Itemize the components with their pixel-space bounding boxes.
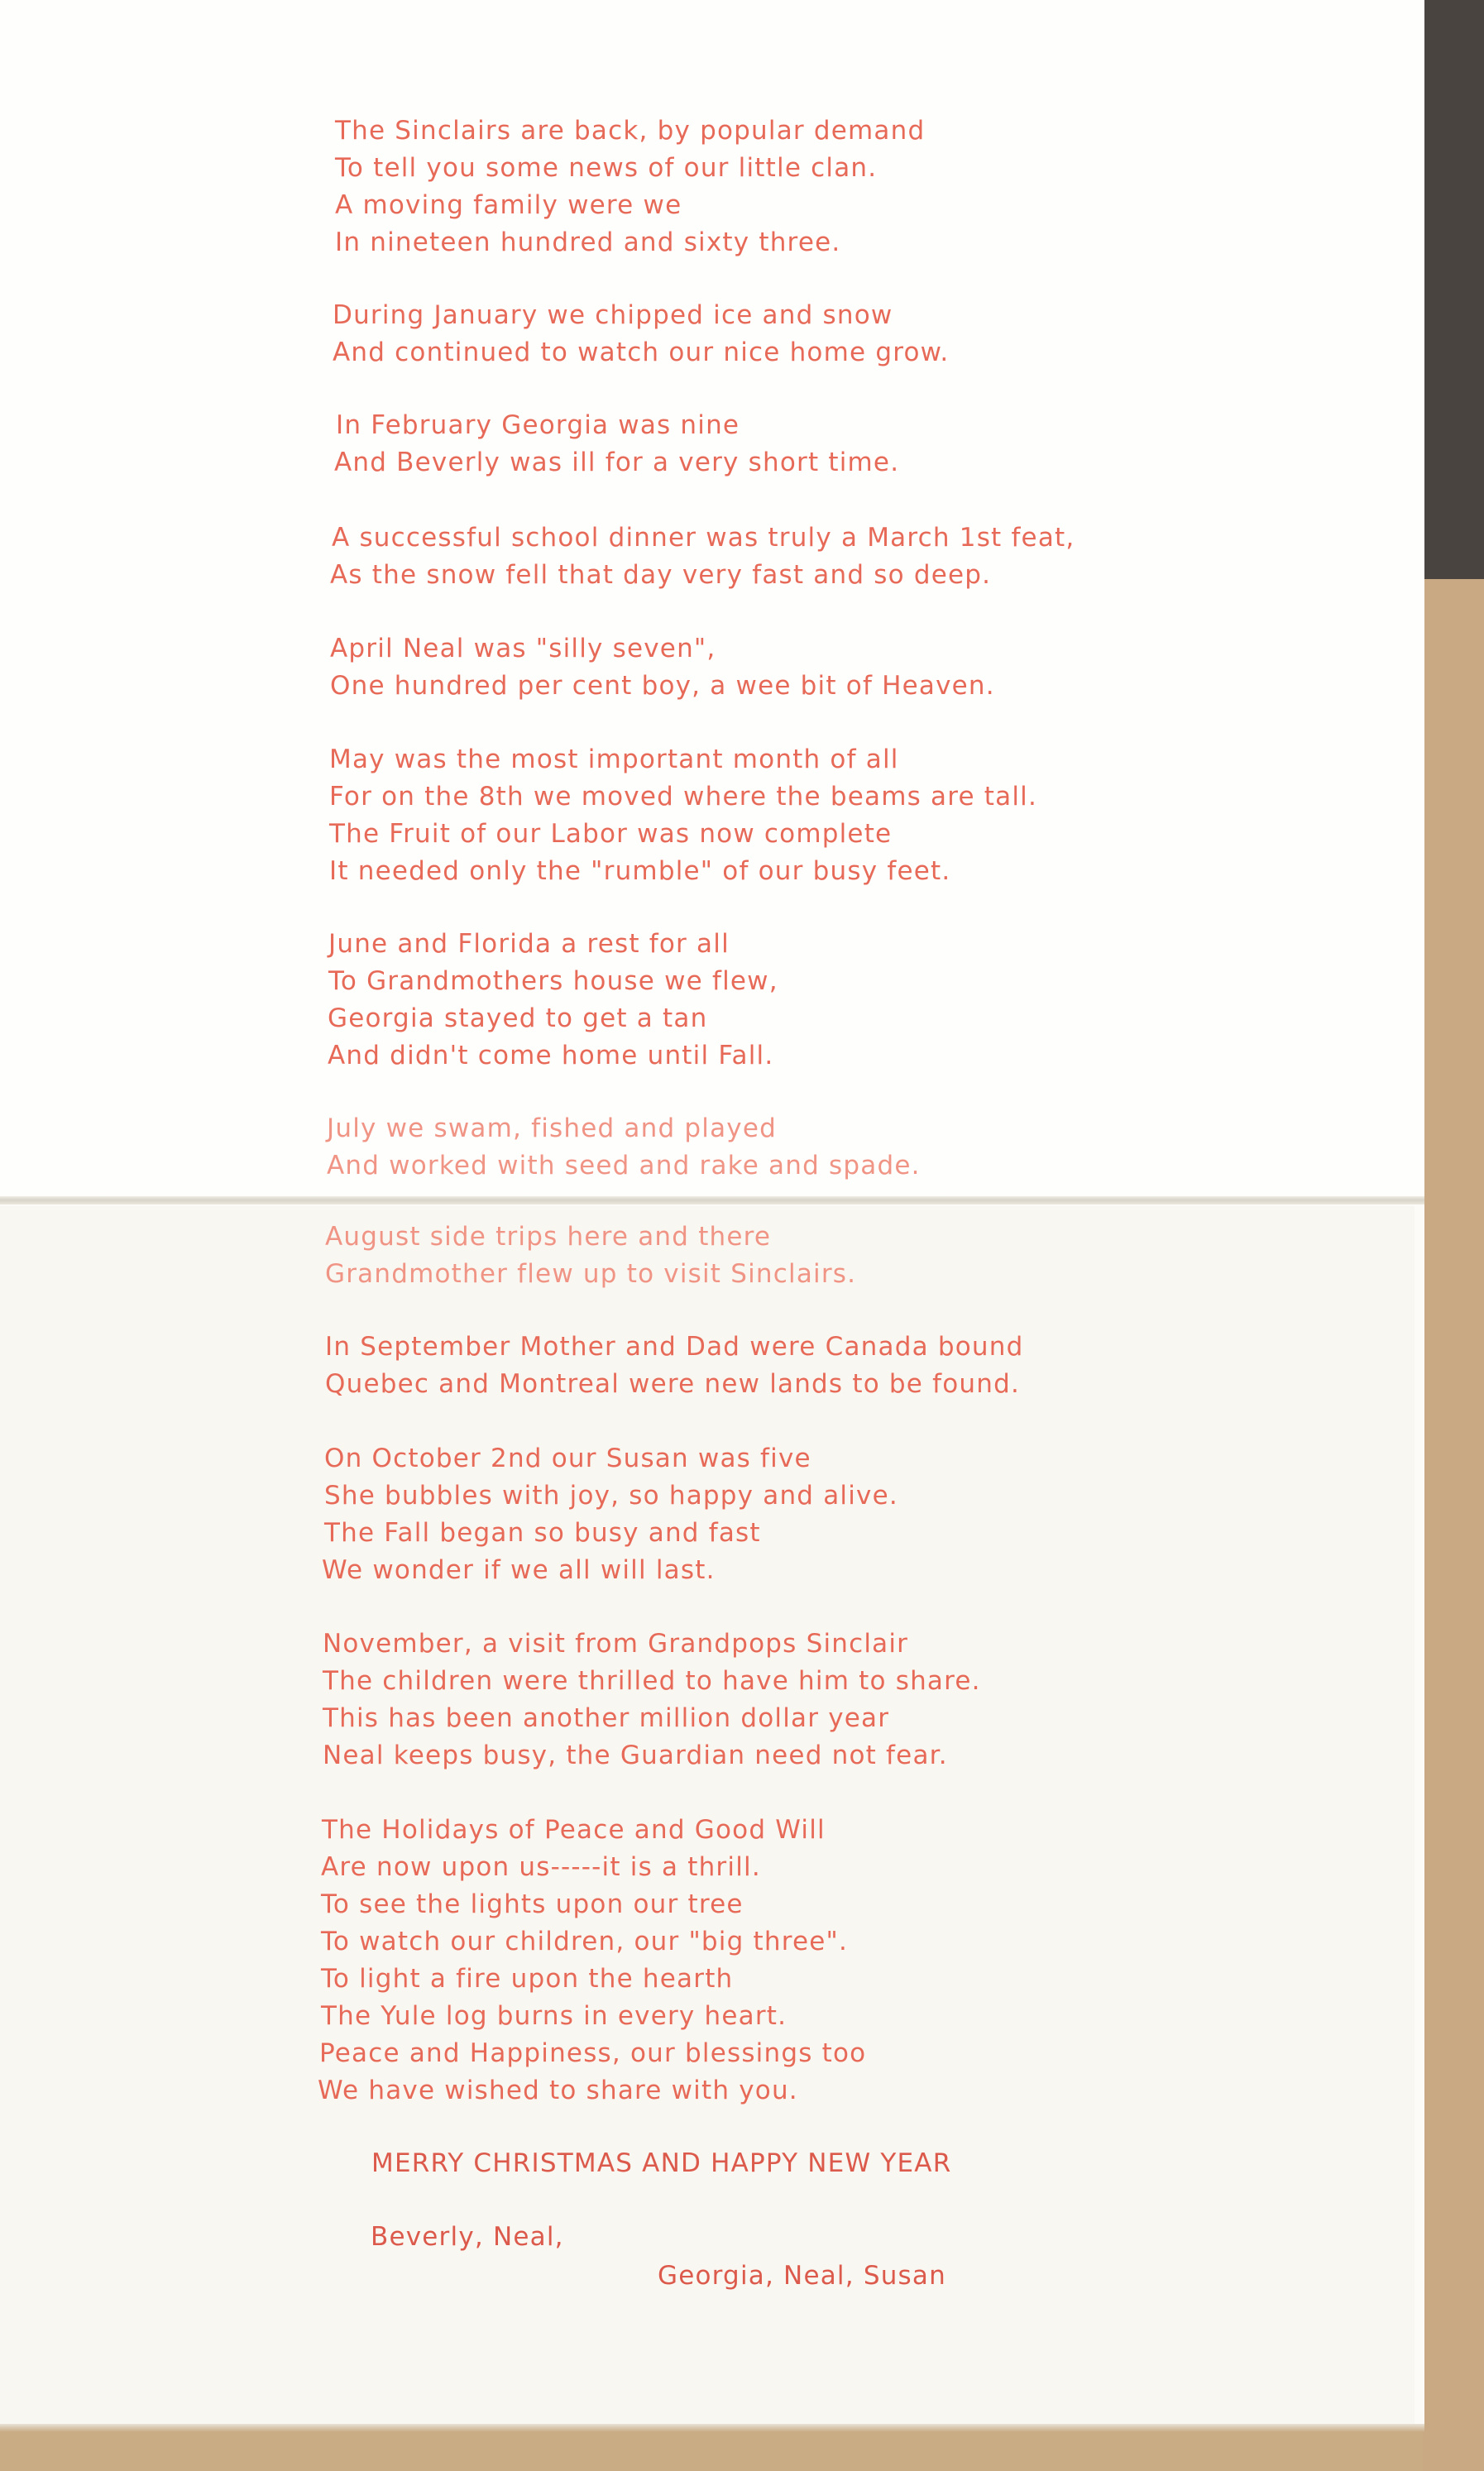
poem-line: In September Mother and Dad were Canada bound: [325, 1332, 1024, 1362]
poem-line: And worked with seed and rake and spade.: [327, 1151, 921, 1180]
signature-line-2: Georgia, Neal, Susan: [658, 2261, 946, 2291]
poem-line: And Beverly was ill for a very short time.: [334, 448, 900, 477]
signature-line-1: Beverly, Neal,: [371, 2222, 564, 2252]
background-tan-edge: [1423, 579, 1484, 2471]
poem-line: In February Georgia was nine: [336, 410, 740, 440]
poem-line: May was the most important month of all: [329, 745, 899, 774]
poem-line: To light a fire upon the hearth: [321, 1964, 734, 1994]
poem-line: A successful school dinner was truly a March 1st feat,: [332, 523, 1075, 553]
poem-line: One hundred per cent boy, a wee bit of Heaven.: [330, 671, 995, 701]
poem-line: The Fall began so busy and fast: [324, 1518, 761, 1548]
poem-line: For on the 8th we moved where the beams are tall.: [329, 782, 1038, 812]
poem-line: The Holidays of Peace and Good Will: [322, 1815, 826, 1845]
card-bottom-shadow: [0, 2424, 1424, 2432]
poem-line: On October 2nd our Susan was five: [324, 1444, 811, 1473]
poem-line: We wonder if we all will last.: [322, 1555, 716, 1585]
poem-line: This has been another million dollar year: [323, 1703, 890, 1733]
poem-line: The Yule log burns in every heart.: [321, 2001, 787, 2031]
poem-line: And continued to watch our nice home grow.: [333, 338, 950, 367]
poem-line: Neal keeps busy, the Guardian need not fear.: [323, 1741, 948, 1770]
background-dark-edge: [1423, 0, 1484, 579]
poem-line: During January we chipped ice and snow: [333, 300, 893, 330]
greeting: MERRY CHRISTMAS AND HAPPY NEW YEAR: [371, 2148, 952, 2178]
poem-line: And didn't come home until Fall.: [328, 1041, 774, 1070]
poem-line: To watch our children, our "big three".: [321, 1927, 849, 1956]
poem-line: A moving family were we: [335, 190, 682, 220]
poem-line: Are now upon us-----it is a thrill.: [321, 1852, 761, 1882]
poem-line: Grandmother flew up to visit Sinclairs.: [325, 1259, 857, 1289]
poem-line: The Fruit of our Labor was now complete: [329, 819, 893, 849]
poem-line: November, a visit from Grandpops Sinclair: [323, 1629, 909, 1659]
poem-line: We have wished to share with you.: [318, 2076, 798, 2105]
poem-line: Quebec and Montreal were new lands to be found.: [325, 1369, 1021, 1399]
poem-line: In nineteen hundred and sixty three.: [335, 227, 841, 257]
poem-line: The Sinclairs are back, by popular demand: [335, 116, 926, 146]
poem-line: Georgia stayed to get a tan: [328, 1003, 708, 1033]
poem-line: To tell you some news of our little clan.: [335, 153, 878, 183]
poem-line: To Grandmothers house we flew,: [328, 966, 778, 996]
poem-line: She bubbles with joy, so happy and alive.: [324, 1481, 898, 1511]
poem-line: It needed only the "rumble" of our busy feet.: [329, 856, 951, 886]
poem-line: To see the lights upon our tree: [321, 1889, 744, 1919]
poem-line: August side trips here and there: [325, 1222, 772, 1252]
poem-line: June and Florida a rest for all: [328, 929, 730, 959]
poem-line: As the snow fell that day very fast and so deep.: [330, 560, 992, 590]
poem-line: Peace and Happiness, our blessings too: [319, 2038, 867, 2068]
card-fold-line: [0, 1196, 1424, 1204]
poem-line: The children were thrilled to have him to share.: [323, 1666, 981, 1696]
poem-line: April Neal was "silly seven",: [330, 634, 716, 663]
poem-line: July we swam, fished and played: [327, 1113, 777, 1143]
